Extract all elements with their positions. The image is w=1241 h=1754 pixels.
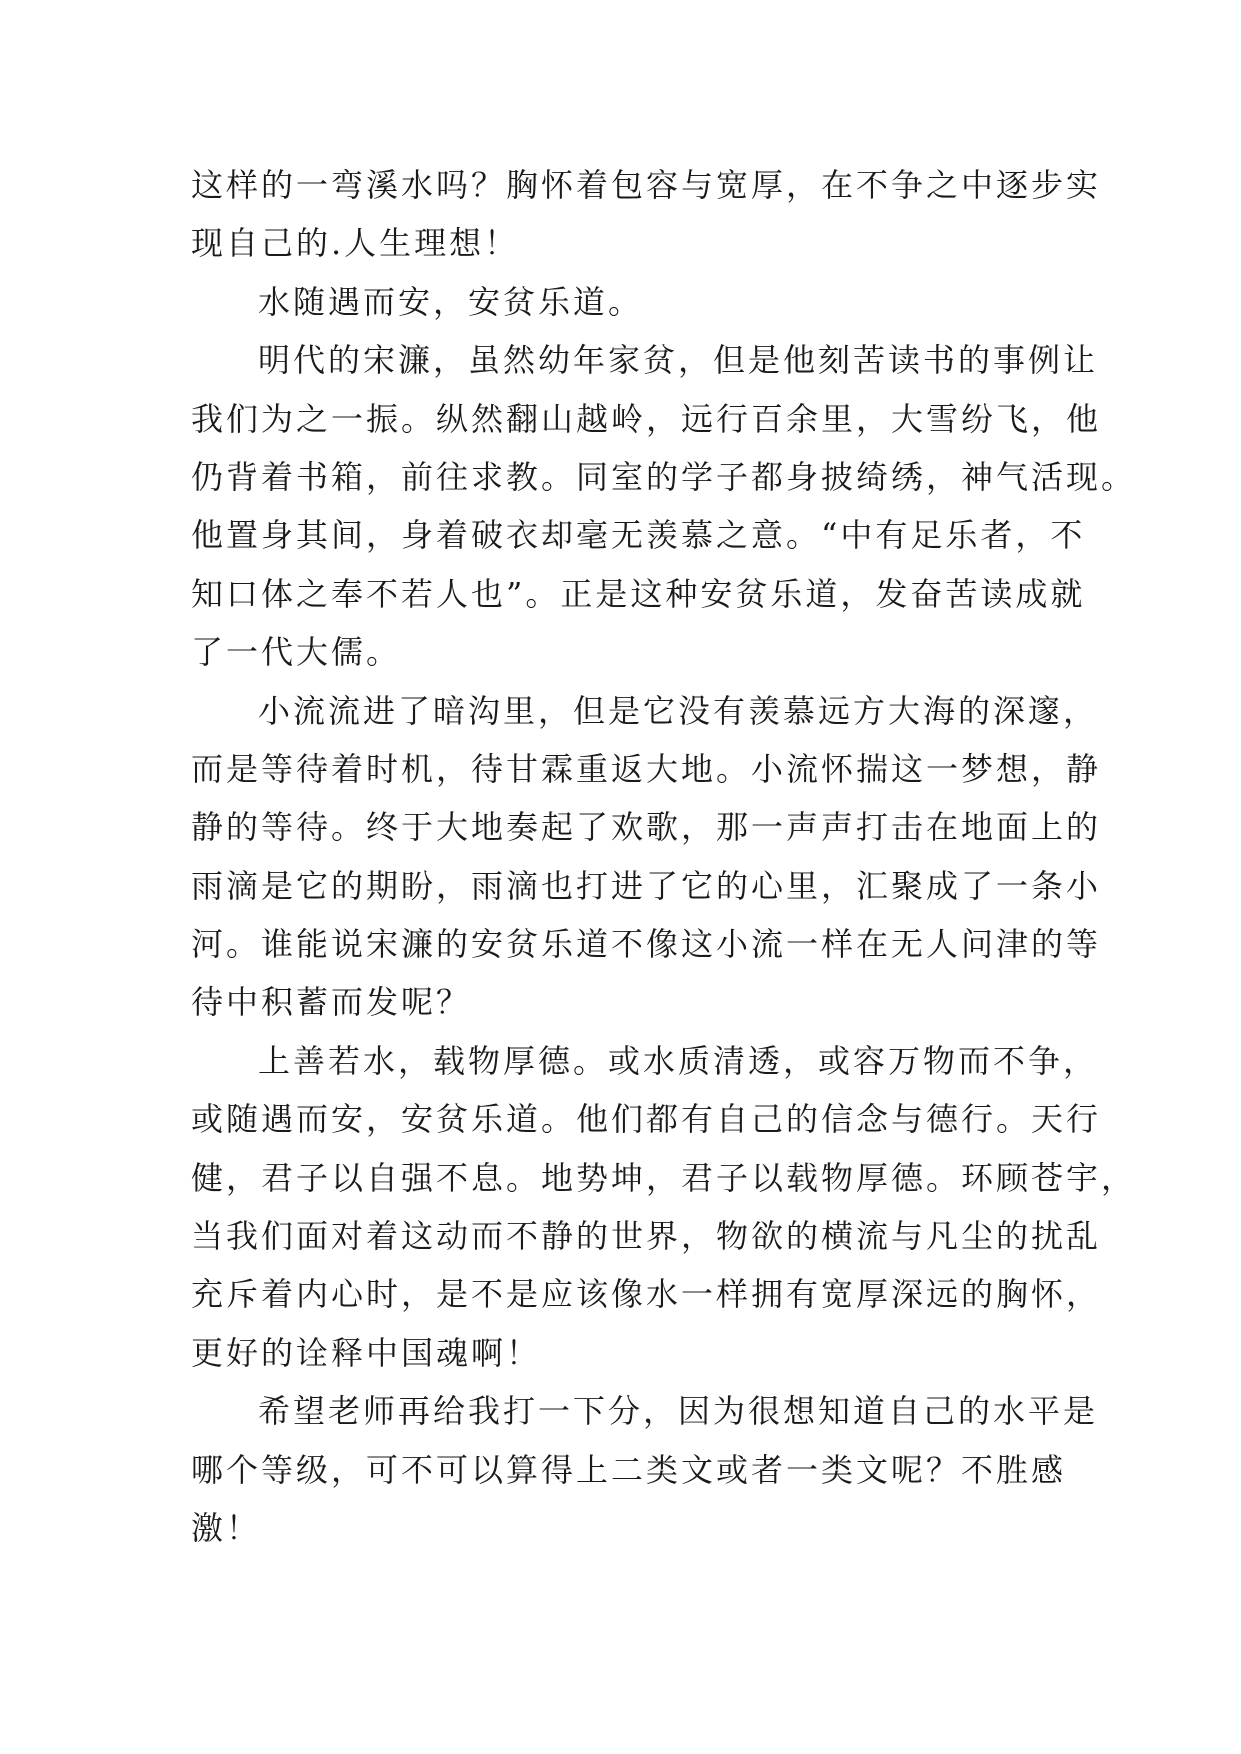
text-line: 上善若水，载物厚德。或水质清透，或容万物而不争， [258,1041,1099,1080]
text-line: 现自己的.人生理想！ [191,224,520,263]
text-line: 健，君子以自强不息。地势坤，君子以载物厚德。环顾苍宇， [191,1158,1137,1197]
text-line: 充斥着内心时，是不是应该像水一样拥有宽厚深远的胸怀， [191,1275,1102,1314]
text-line: 水随遇而安，安贫乐道。 [258,282,644,321]
text-line: 雨滴是它的期盼，雨滴也打进了它的心里，汇聚成了一条小 [191,866,1102,905]
text-line: 希望老师再给我打一下分，因为很想知道自己的水平是 [258,1392,1099,1431]
text-line: 静的等待。终于大地奏起了欢歌，那一声声打击在地面上的 [191,808,1102,847]
text-line: 而是等待着时机，待甘霖重返大地。小流怀揣这一梦想，静 [191,749,1102,788]
essay-body [191,156,1137,1557]
text-line: 待中积蓄而发呢？ [191,983,472,1022]
text-line: 知口体之奉不若人也”。正是这种安贫乐道，发奋苦读成就 [191,574,1086,613]
text-line: 激！ [191,1508,262,1547]
text-line: 河。谁能说宋濂的安贫乐道不像这小流一样在无人问津的等 [191,925,1102,964]
text-line: 他置身其间，身着破衣却毫无羡慕之意。“中有足乐者，不 [191,516,1086,555]
text-line: 或随遇而安，安贫乐道。他们都有自己的信念与德行。天行 [191,1100,1102,1139]
text-line: 这样的一弯溪水吗？胸怀着包容与宽厚，在不争之中逐步实 [191,166,1102,204]
text-line: 更好的诠释中国魂啊！ [191,1333,542,1372]
text-line: 哪个等级，可不可以算得上二类文或者一类文呢？不胜感 [191,1450,1067,1489]
text-line: 仍背着书箱，前往求教。同室的学子都身披绮绣，神气活现。 [191,457,1137,496]
text-line: 我们为之一振。纵然翻山越岭，远行百余里，大雪纷飞，他 [191,399,1102,438]
text-line: 当我们面对着这动而不静的世界，物欲的横流与凡尘的扰乱 [191,1217,1102,1256]
text-line: 了一代大儒。 [191,633,402,672]
text-line: 小流流进了暗沟里，但是它没有羡慕远方大海的深邃， [258,691,1099,730]
text-line: 明代的宋濂，虽然幼年家贫，但是他刻苦读书的事例让 [258,341,1099,380]
